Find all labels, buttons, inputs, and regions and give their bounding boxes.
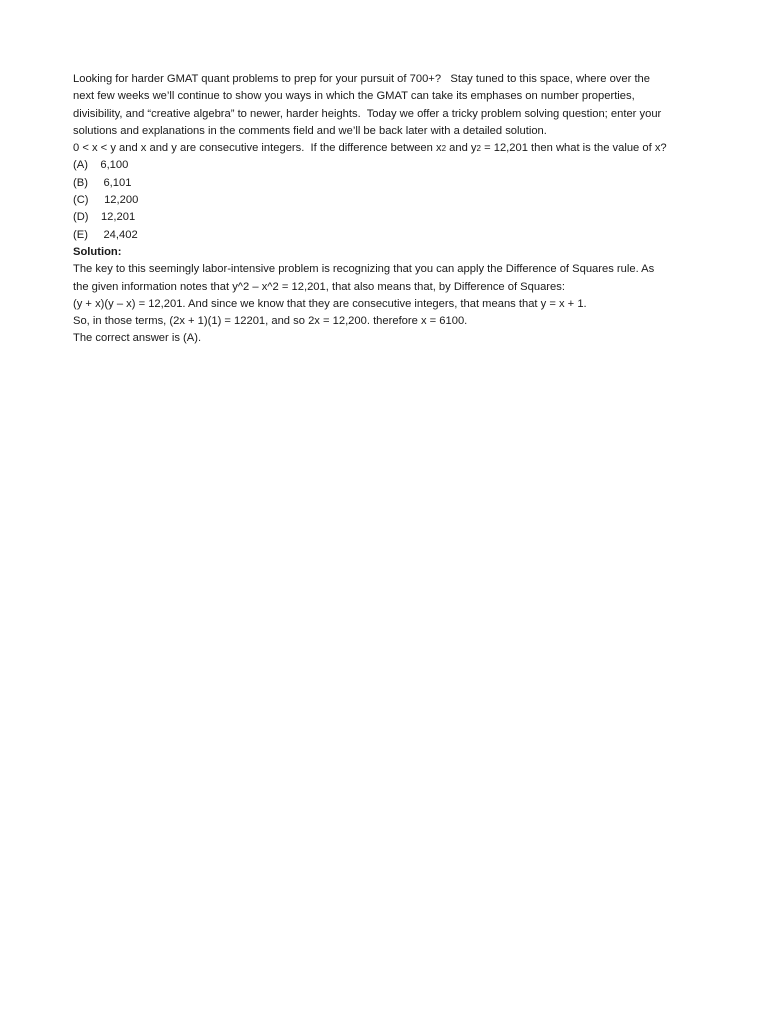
question-part-3: = 12,201 then what is the value of x? <box>480 142 667 155</box>
answer-choice-b: (B) 6,101 <box>73 176 132 189</box>
solution-line: (y + x)(y – x) = 12,201. And since we know that they are consecutive integers, that means that y = x + 1. <box>73 297 587 310</box>
answer-choice-a: (A) 6,100 <box>73 159 129 172</box>
question-part-2: and y <box>446 142 477 155</box>
solution-line: the given information notes that y^2 – x^2 = 12,201, that also means that, by Difference of Squares: <box>73 280 565 293</box>
answer-choice-c: (C) 12,200 <box>73 194 139 207</box>
document-body <box>73 71 703 348</box>
question-subscript-1: 2 <box>441 144 447 154</box>
question-text <box>73 140 703 157</box>
intro-line: divisibility, and “creative algebra” to newer, harder heights. Today we offer a tricky problem solving question; enter your <box>73 107 662 120</box>
correct-answer-line: The correct answer is (A). <box>73 332 202 345</box>
question-subscript-2: 2 <box>476 144 481 154</box>
intro-line: solutions and explanations in the comments field and we’ll be back later with a detailed solution. <box>73 124 547 137</box>
answer-choice-e: (E) 24,402 <box>73 228 138 241</box>
solution-line: So, in those terms, (2x + 1)(1) = 12201, and so 2x = 12,200. therefore x = 6100. <box>73 315 468 328</box>
intro-line: next few weeks we’ll continue to show you ways in which the GMAT can take its emphases on number properties, <box>73 90 635 103</box>
intro-line: Looking for harder GMAT quant problems to prep for your pursuit of 700+? Stay tuned to this space, where over the <box>73 73 650 85</box>
solution-line: The key to this seemingly labor-intensive problem is recognizing that you can apply the Difference of Squares rule. As <box>73 263 655 276</box>
solution-heading: Solution: <box>73 245 122 258</box>
answer-choice-d: (D) 12,201 <box>73 211 136 224</box>
question-part-1: 0 < x < y and x and y are consecutive integers. If the difference between x <box>73 142 442 155</box>
